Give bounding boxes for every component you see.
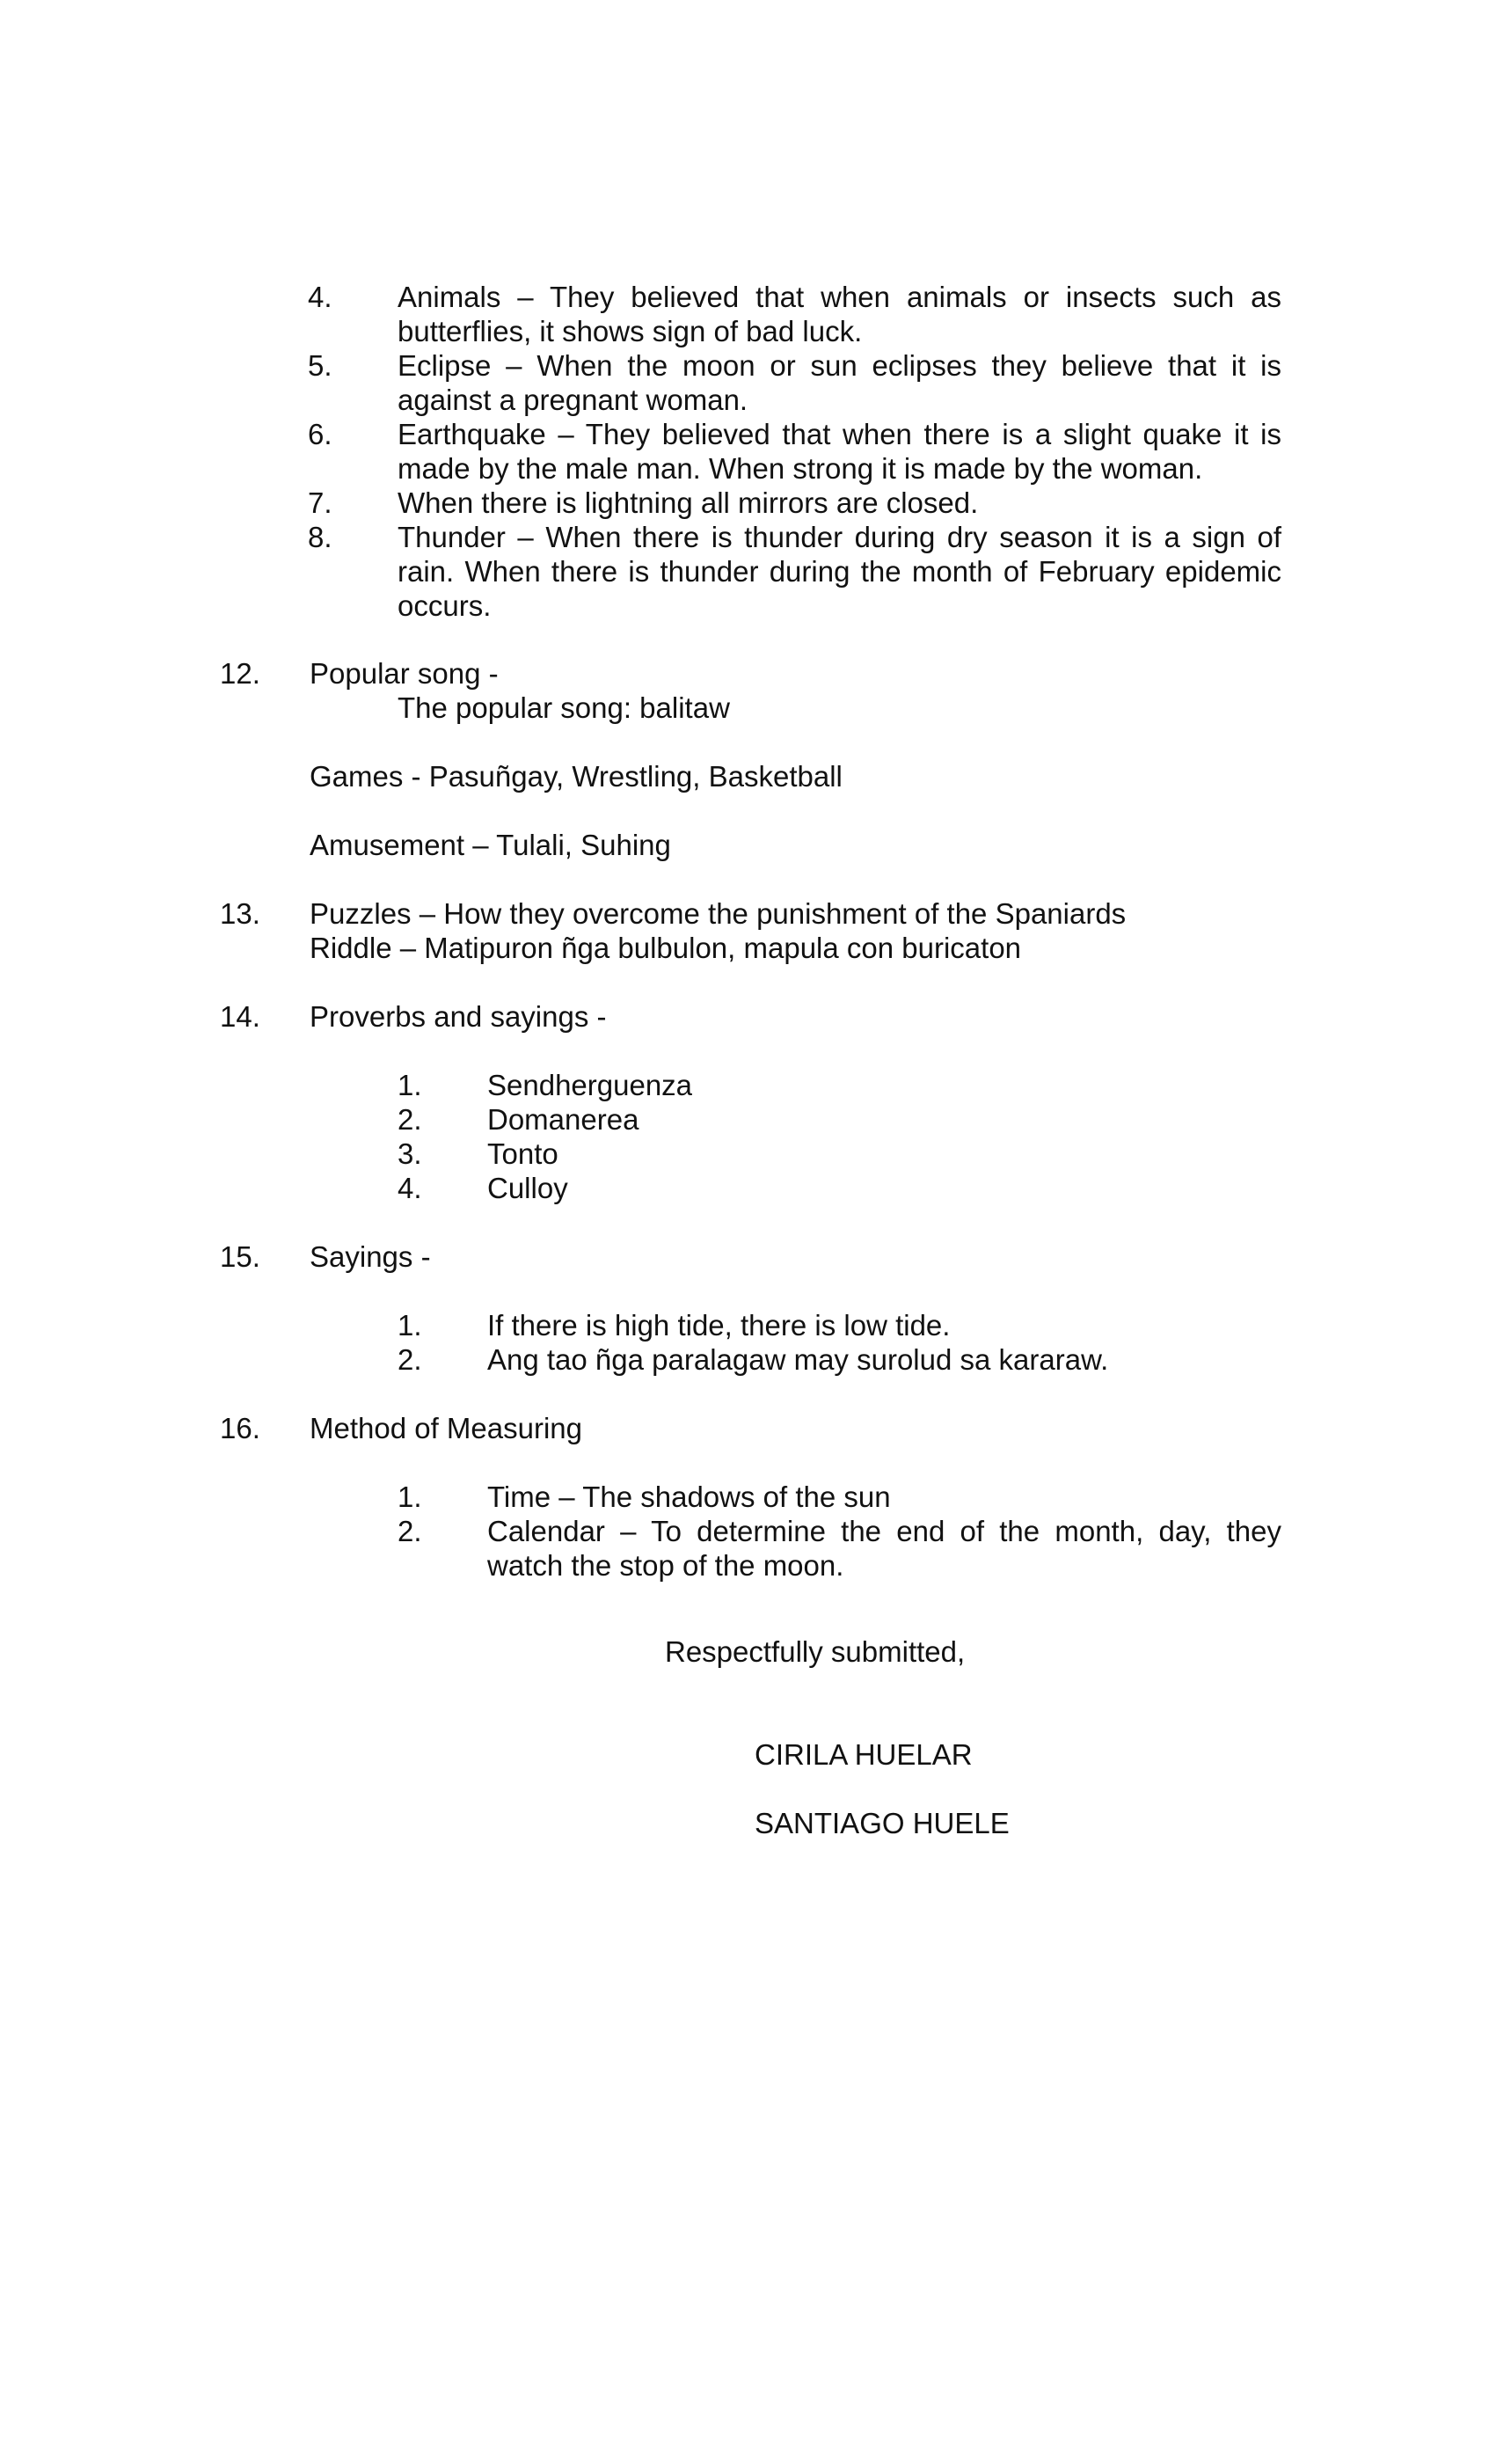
riddle-text: Riddle – Matipuron ñga bulbulon, mapula con buricaton [310,932,1022,964]
list-item: Time – The shadows of the sun [487,1481,891,1513]
item-text: Animals – They believed that when animals or insects such as [398,281,1281,313]
list-number: 3. [398,1137,422,1170]
list-item: Culloy [487,1172,568,1204]
section-number: 15. [220,1240,260,1273]
list-item: Calendar – To determine the end of the month, day, they [487,1515,1281,1547]
popular-song-text: The popular song: balitaw [398,691,730,724]
list-number: 2. [398,1103,422,1136]
signatory-name: CIRILA HUELAR [755,1738,973,1771]
item-number: 5. [308,349,332,382]
list-item: Ang tao ñga paralagaw may surolud sa kararaw. [487,1343,1109,1376]
item-text: Thunder – When there is thunder during dry season it is a sign of [398,521,1281,553]
section-number: 14. [220,1000,260,1033]
item-text: When there is lightning all mirrors are closed. [398,486,979,519]
section-heading: Proverbs and sayings - [310,1000,607,1033]
puzzles-text: Puzzles – How they overcome the punishment of the Spaniards [310,897,1127,930]
item-text: Eclipse – When the moon or sun eclipses they believe that it is [398,349,1281,382]
games-text: Games - Pasuñgay, Wrestling, Basketball [310,760,843,793]
section-heading: Sayings - [310,1240,431,1273]
item-number: 7. [308,486,332,519]
item-text: rain. When there is thunder during the month of February epidemic [398,555,1281,588]
item-number: 8. [308,521,332,553]
list-number: 2. [398,1343,422,1376]
list-item: Domanerea [487,1103,639,1136]
list-number: 4. [398,1172,422,1204]
item-number: 4. [308,281,332,313]
item-text: butterflies, it shows sign of bad luck. [398,315,863,347]
item-text: Earthquake – They believed that when there is a slight quake it is [398,418,1281,450]
item-text: occurs. [398,589,492,622]
list-item: Tonto [487,1137,558,1170]
list-item: Sendherguenza [487,1069,693,1101]
item-number: 6. [308,418,332,450]
closing-text: Respectfully submitted, [665,1635,966,1668]
section-number: 13. [220,897,260,930]
amusement-text: Amusement – Tulali, Suhing [310,829,671,861]
item-text: made by the male man. When strong it is made by the woman. [398,452,1203,485]
list-item: If there is high tide, there is low tide. [487,1309,951,1342]
list-number: 1. [398,1069,422,1101]
list-number: 1. [398,1481,422,1513]
section-number: 16. [220,1412,260,1444]
item-text: against a pregnant woman. [398,384,748,416]
list-number: 1. [398,1309,422,1342]
signatory-name: SANTIAGO HUELE [755,1807,1010,1839]
section-heading: Method of Measuring [310,1412,583,1444]
list-number: 2. [398,1515,422,1547]
section-number: 12. [220,657,260,690]
list-item: watch the stop of the moon. [487,1549,844,1582]
section-heading: Popular song - [310,657,499,690]
